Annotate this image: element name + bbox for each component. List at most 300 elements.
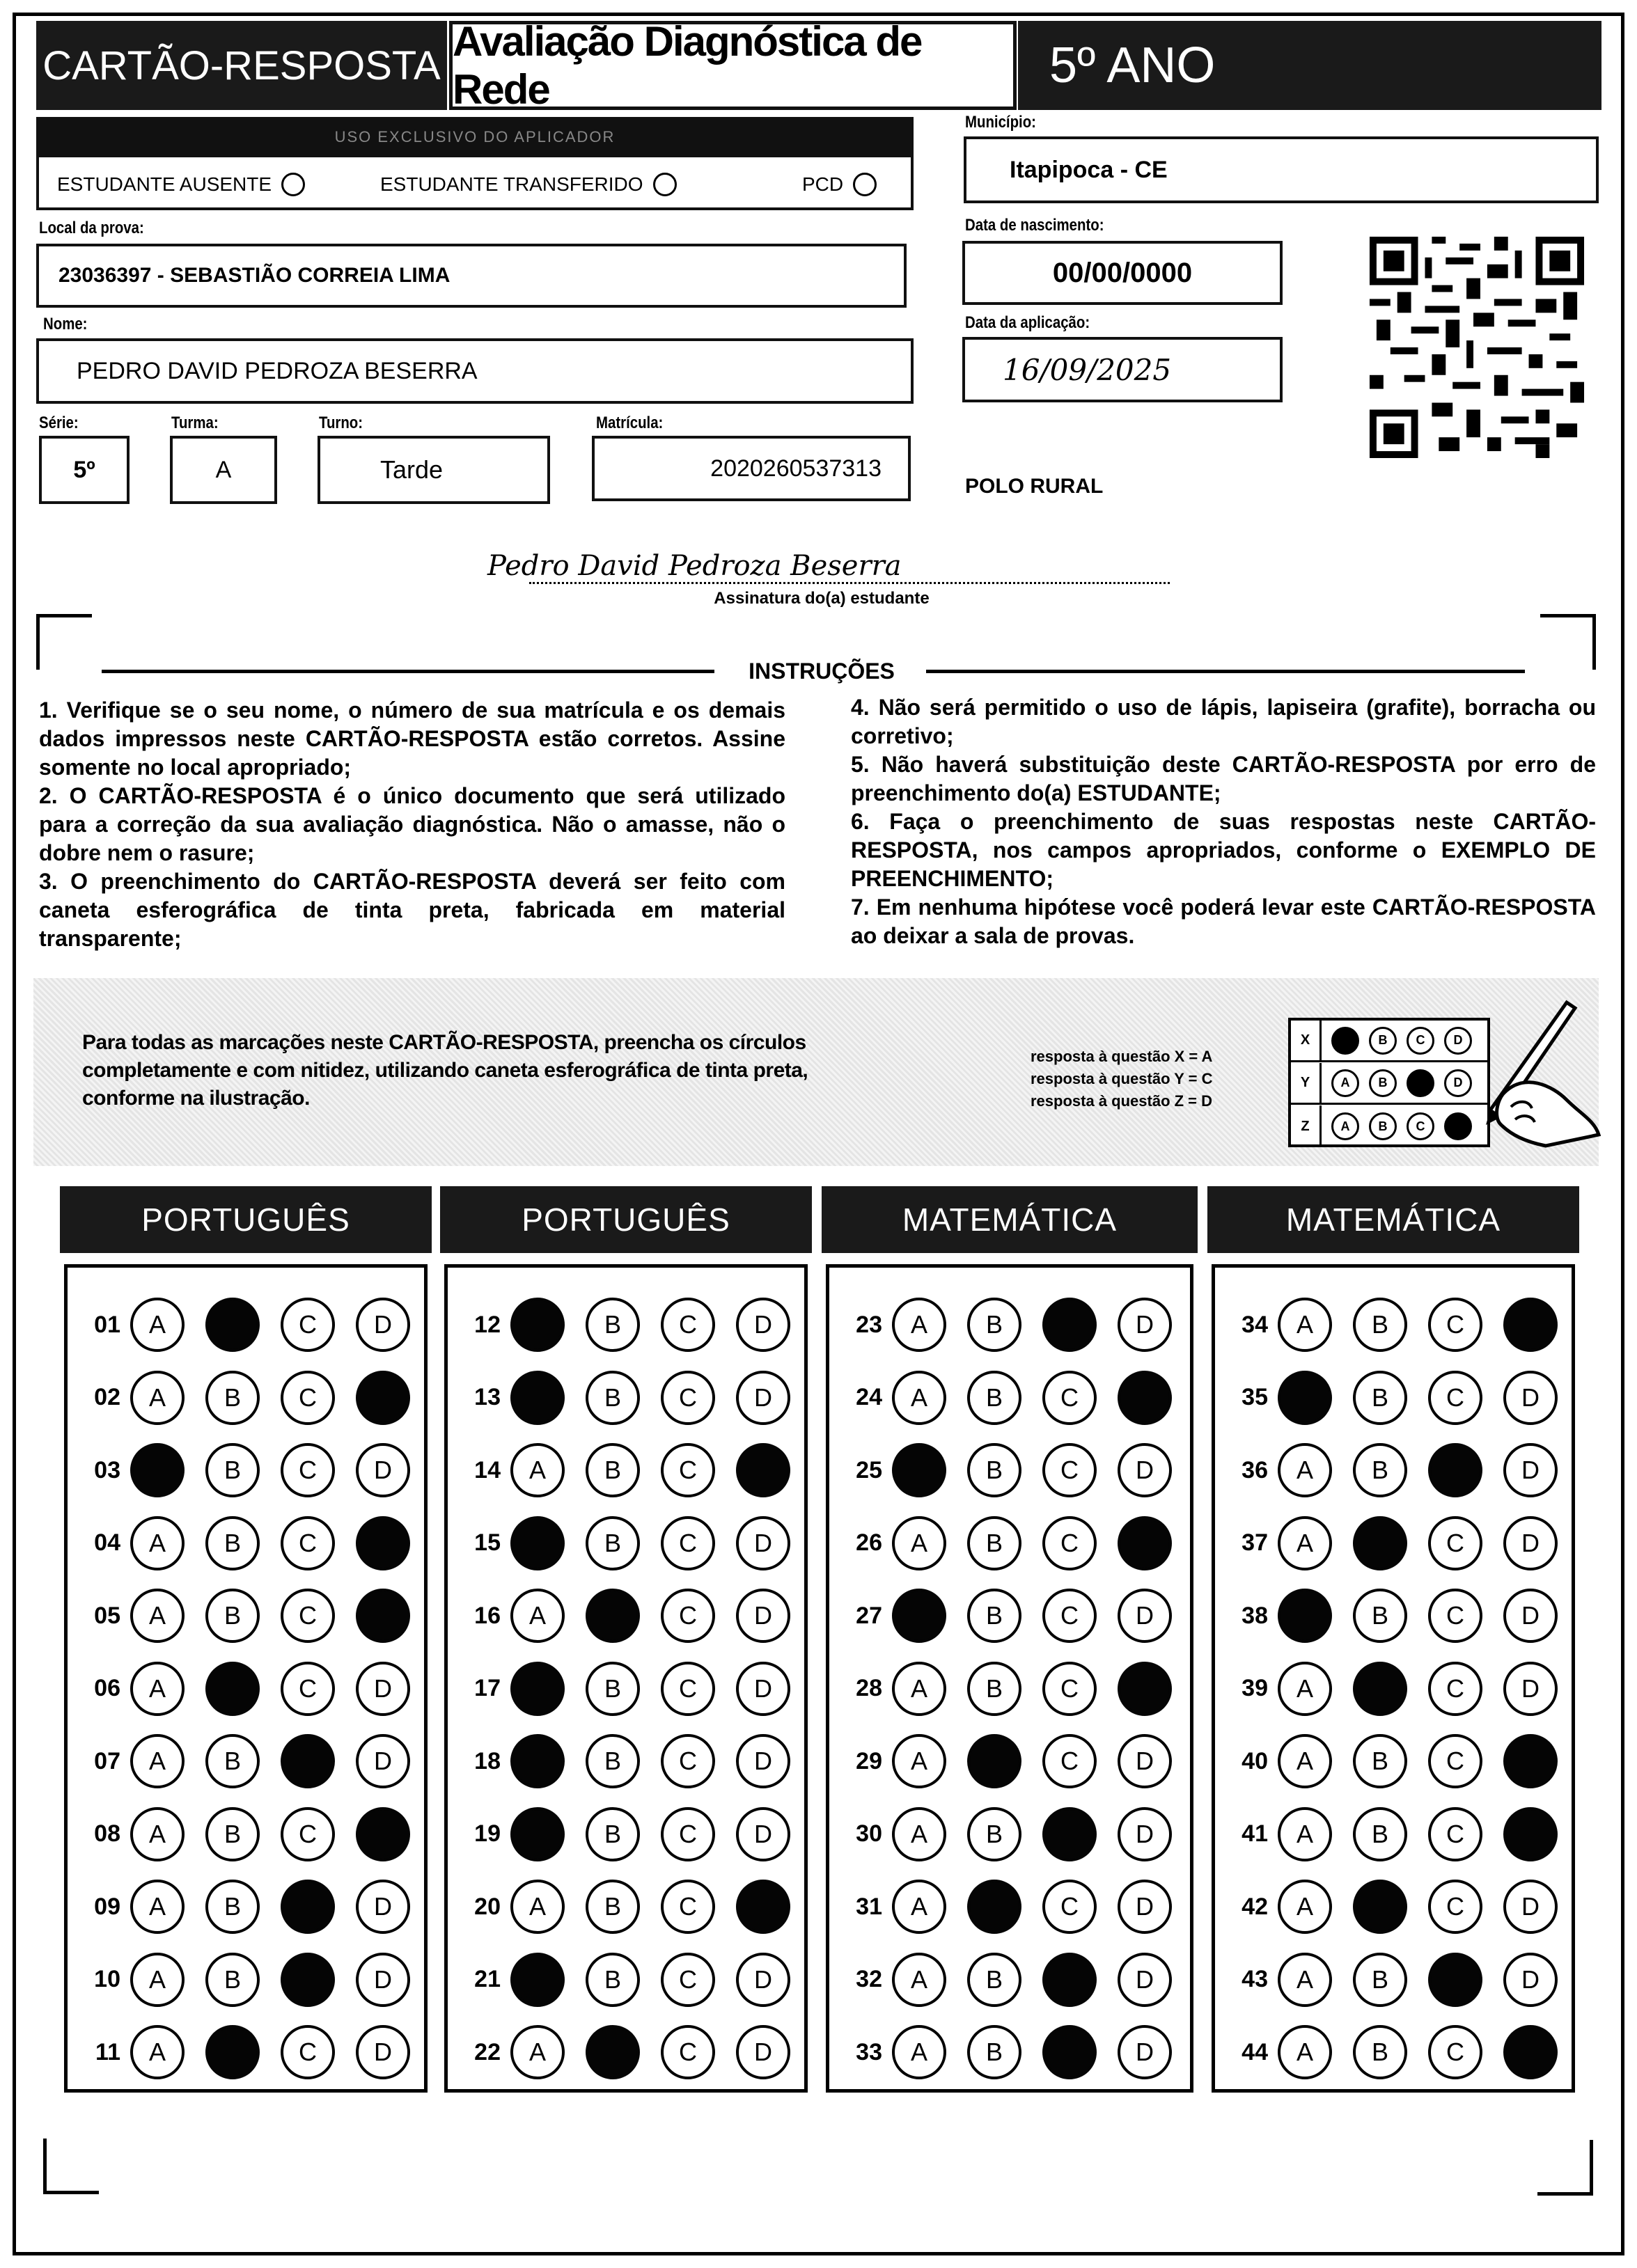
answer-bubble-filled[interactable] bbox=[1278, 1589, 1332, 1643]
fill-example-answers bbox=[1031, 1046, 1212, 1112]
section-header: PORTUGUÊS bbox=[60, 1186, 432, 1253]
answer-bubble[interactable]: A bbox=[130, 1516, 185, 1570]
answer-bubble[interactable]: B bbox=[967, 1516, 1021, 1570]
answer-bubble[interactable]: C bbox=[281, 1516, 335, 1570]
answer-bubble[interactable]: C bbox=[1042, 1443, 1097, 1497]
question-number: 09 bbox=[94, 1893, 120, 1920]
question-row bbox=[836, 1362, 1172, 1434]
answer-bubble[interactable]: D bbox=[1503, 1371, 1558, 1425]
matricula-label: Matrícula: bbox=[596, 414, 664, 432]
question-number: 38 bbox=[1242, 1602, 1268, 1629]
answer-bubble[interactable]: D bbox=[736, 1807, 790, 1861]
instruction-5: 5. Não haverá substituição deste CARTÃO-RESPOSTA por erro de preenchimento do(a) ESTUDANTE; bbox=[851, 752, 1596, 805]
answer-bubble-filled[interactable] bbox=[510, 1953, 565, 2007]
answer-bubble[interactable]: B bbox=[586, 1662, 640, 1716]
answer-bubble[interactable]: C bbox=[661, 1880, 715, 1934]
answer-bubble[interactable]: C bbox=[661, 1734, 715, 1788]
example-bubble: A bbox=[1331, 1112, 1359, 1140]
answer-bubble[interactable]: B bbox=[586, 1443, 640, 1497]
absent-label: ESTUDANTE AUSENTE bbox=[57, 173, 272, 195]
example-bubble: C bbox=[1407, 1112, 1434, 1140]
answer-bubble-filled[interactable] bbox=[1118, 1516, 1172, 1570]
answer-bubble-filled[interactable] bbox=[1118, 1371, 1172, 1425]
pcd-label: PCD bbox=[802, 173, 844, 195]
answer-bubble[interactable]: D bbox=[356, 1662, 410, 1716]
answer-bubble[interactable]: D bbox=[1503, 1953, 1558, 2007]
answer-bubble[interactable]: B bbox=[967, 1662, 1021, 1716]
question-number: 44 bbox=[1242, 2038, 1268, 2065]
answer-bubble[interactable]: D bbox=[1118, 1734, 1172, 1788]
question-row bbox=[1222, 1507, 1558, 1580]
answer-bubble[interactable]: B bbox=[967, 1298, 1021, 1352]
turno-label: Turno: bbox=[319, 414, 363, 432]
answer-bubble[interactable]: D bbox=[356, 1443, 410, 1497]
answer-bubble[interactable]: D bbox=[736, 1516, 790, 1570]
answer-bubble-filled[interactable] bbox=[281, 1880, 335, 1934]
answer-bubble[interactable]: C bbox=[661, 1662, 715, 1716]
answer-bubble[interactable]: A bbox=[130, 1662, 185, 1716]
question-row bbox=[836, 1434, 1172, 1506]
answer-bubble-filled[interactable] bbox=[1042, 1807, 1097, 1861]
answer-bubble-filled[interactable] bbox=[205, 1298, 260, 1352]
question-row bbox=[836, 1798, 1172, 1871]
answer-bubble[interactable]: C bbox=[281, 1443, 335, 1497]
answer-bubble[interactable]: A bbox=[510, 1880, 565, 1934]
question-number: 31 bbox=[856, 1893, 882, 1920]
nome-field: PEDRO DAVID PEDROZA BESERRA bbox=[36, 338, 914, 404]
question-number: 13 bbox=[474, 1384, 501, 1410]
answer-bubble-filled[interactable] bbox=[281, 1734, 335, 1788]
answer-bubble-filled[interactable] bbox=[967, 1880, 1021, 1934]
answer-bubble[interactable]: A bbox=[892, 1371, 946, 1425]
question-row bbox=[1222, 1580, 1558, 1652]
card-title: CARTÃO-RESPOSTA bbox=[36, 21, 447, 110]
question-number: 34 bbox=[1242, 1311, 1268, 1338]
question-number: 02 bbox=[94, 1384, 120, 1410]
answer-bubble-filled[interactable] bbox=[1503, 1734, 1558, 1788]
question-row bbox=[1222, 1362, 1558, 1434]
question-row bbox=[455, 1580, 790, 1652]
example-row-label: Y bbox=[1291, 1063, 1322, 1103]
answer-bubble[interactable]: C bbox=[661, 1371, 715, 1425]
question-number: 27 bbox=[856, 1602, 882, 1629]
question-row bbox=[836, 2016, 1172, 2088]
question-number: 12 bbox=[474, 1311, 501, 1338]
answer-bubble[interactable]: D bbox=[1118, 2025, 1172, 2079]
question-row bbox=[1222, 1289, 1558, 1361]
question-row bbox=[455, 1871, 790, 1943]
question-number: 30 bbox=[856, 1820, 882, 1847]
aplicacao-field: 16/09/2025 bbox=[962, 337, 1283, 402]
answer-bubble-filled[interactable] bbox=[736, 1880, 790, 1934]
answer-bubble-filled[interactable] bbox=[130, 1443, 185, 1497]
answer-bubble[interactable]: D bbox=[1503, 1516, 1558, 1570]
answer-bubble[interactable]: A bbox=[892, 1516, 946, 1570]
answer-bubble[interactable]: B bbox=[586, 1880, 640, 1934]
answer-bubble[interactable]: A bbox=[892, 1880, 946, 1934]
answer-bubble[interactable]: B bbox=[967, 1807, 1021, 1861]
example-bubble bbox=[1407, 1069, 1434, 1097]
answer-bubble[interactable]: B bbox=[205, 1589, 260, 1643]
instruction-2: 2. O CARTÃO-RESPOSTA é o único documento que será utilizado para a correção da sua avaliação diagnóstica. Não o amasse, não o dobre nem o rasure; bbox=[39, 783, 785, 865]
absent-circle[interactable] bbox=[281, 173, 305, 196]
answer-bubble[interactable]: B bbox=[205, 1516, 260, 1570]
question-row bbox=[836, 1289, 1172, 1361]
answer-bubble[interactable]: B bbox=[1353, 1953, 1407, 2007]
question-row bbox=[75, 1725, 410, 1797]
corner-bottom-left bbox=[43, 2139, 99, 2194]
answer-bubble-filled[interactable] bbox=[1278, 1371, 1332, 1425]
question-number: 19 bbox=[474, 1820, 501, 1847]
answer-bubble[interactable]: C bbox=[661, 1589, 715, 1643]
question-row bbox=[75, 1798, 410, 1871]
turma-field: A bbox=[170, 436, 277, 504]
question-row bbox=[75, 1362, 410, 1434]
answer-bubble[interactable]: D bbox=[1118, 1880, 1172, 1934]
pcd-circle[interactable] bbox=[853, 173, 877, 196]
example-row bbox=[1291, 1021, 1487, 1062]
question-row bbox=[455, 1434, 790, 1506]
answer-bubble-filled[interactable] bbox=[510, 1662, 565, 1716]
answer-bubble[interactable]: D bbox=[1503, 1443, 1558, 1497]
answer-bubble-filled[interactable] bbox=[1042, 1953, 1097, 2007]
instructions-left bbox=[39, 696, 785, 953]
answer-bubble[interactable]: C bbox=[1428, 2025, 1482, 2079]
answer-bubble[interactable]: C bbox=[1428, 1516, 1482, 1570]
answer-bubble[interactable]: A bbox=[892, 1662, 946, 1716]
transferred-circle[interactable] bbox=[653, 173, 677, 196]
answer-bubble[interactable]: A bbox=[1278, 1807, 1332, 1861]
answer-bubble[interactable]: A bbox=[130, 1953, 185, 2007]
answer-bubble[interactable]: B bbox=[205, 1734, 260, 1788]
question-row bbox=[455, 1944, 790, 2016]
answer-bubble-filled[interactable] bbox=[356, 1516, 410, 1570]
answer-bubble[interactable]: A bbox=[892, 1734, 946, 1788]
transferred-option[interactable] bbox=[380, 173, 677, 196]
answer-bubble-filled[interactable] bbox=[356, 1371, 410, 1425]
answer-bubble[interactable]: A bbox=[510, 1589, 565, 1643]
answer-bubble[interactable]: D bbox=[1503, 1589, 1558, 1643]
answer-section bbox=[826, 1264, 1193, 2093]
answer-bubble[interactable]: B bbox=[586, 1298, 640, 1352]
answer-bubble-filled[interactable] bbox=[1353, 1662, 1407, 1716]
question-number: 21 bbox=[474, 1966, 501, 1992]
question-number: 06 bbox=[94, 1675, 120, 1701]
answer-bubble[interactable]: A bbox=[892, 1298, 946, 1352]
answer-bubble-filled[interactable] bbox=[510, 1516, 565, 1570]
question-row bbox=[1222, 1653, 1558, 1725]
section-header: PORTUGUÊS bbox=[440, 1186, 812, 1253]
answer-bubble[interactable]: D bbox=[356, 1880, 410, 1934]
question-number: 18 bbox=[474, 1747, 501, 1774]
example-bubble: D bbox=[1444, 1069, 1472, 1097]
instruction-7: 7. Em nenhuma hipótese você poderá levar este CARTÃO-RESPOSTA ao deixar a sala de provas. bbox=[851, 895, 1596, 948]
answer-bubble[interactable]: D bbox=[736, 2025, 790, 2079]
answer-bubble-filled[interactable] bbox=[356, 1807, 410, 1861]
answer-bubble[interactable]: C bbox=[661, 1443, 715, 1497]
question-row bbox=[455, 2016, 790, 2088]
answer-bubble[interactable]: C bbox=[281, 1807, 335, 1861]
answer-bubble[interactable]: C bbox=[1042, 1662, 1097, 1716]
answer-bubble-filled[interactable] bbox=[1503, 1298, 1558, 1352]
instruction-3: 3. O preenchimento do CARTÃO-RESPOSTA deverá ser feito com caneta esferográfica de tinta preta, fabricada em material transparente; bbox=[39, 869, 785, 951]
answer-bubble[interactable]: C bbox=[281, 1371, 335, 1425]
answer-bubble[interactable]: D bbox=[1118, 1589, 1172, 1643]
answer-bubble-filled[interactable] bbox=[205, 2025, 260, 2079]
corner-top-left bbox=[36, 614, 92, 670]
student-signature: Pedro David Pedroza Beserra bbox=[487, 550, 902, 582]
answer-bubble[interactable]: C bbox=[1428, 1807, 1482, 1861]
fill-example-text: Para todas as marcações neste CARTÃO-RESPOSTA, preencha os círculos completamente e com nitidez, utilizando caneta esferográfica de tinta preta, conforme na ilustração. bbox=[82, 1031, 808, 1110]
answer-bubble-filled[interactable] bbox=[205, 1662, 260, 1716]
answer-bubble-filled[interactable] bbox=[736, 1443, 790, 1497]
qr-code bbox=[1369, 237, 1585, 458]
answer-bubble[interactable]: C bbox=[281, 1662, 335, 1716]
answer-bubble-filled[interactable] bbox=[1428, 1443, 1482, 1497]
question-row bbox=[836, 1507, 1172, 1580]
answer-bubble-filled[interactable] bbox=[586, 2025, 640, 2079]
grade-label: 5º ANO bbox=[1049, 38, 1216, 93]
question-row bbox=[455, 1725, 790, 1797]
answer-bubble[interactable]: C bbox=[1042, 1880, 1097, 1934]
answer-bubble[interactable]: D bbox=[736, 1734, 790, 1788]
pen-hand-icon bbox=[1462, 989, 1601, 1149]
answer-bubble[interactable]: A bbox=[1278, 2025, 1332, 2079]
instructions-rule-right bbox=[926, 670, 1525, 673]
answer-bubble[interactable]: B bbox=[1353, 1589, 1407, 1643]
answer-bubble-filled[interactable] bbox=[510, 1807, 565, 1861]
answer-bubble[interactable]: B bbox=[586, 1371, 640, 1425]
answer-bubble[interactable]: B bbox=[967, 1589, 1021, 1643]
answer-bubble[interactable]: B bbox=[586, 1807, 640, 1861]
question-number: 23 bbox=[856, 1311, 882, 1338]
nascimento-field: 00/00/0000 bbox=[962, 241, 1283, 305]
answer-bubble-filled[interactable] bbox=[1118, 1662, 1172, 1716]
answer-bubble[interactable]: D bbox=[736, 1953, 790, 2007]
answer-bubble[interactable]: C bbox=[1428, 1371, 1482, 1425]
answer-bubble[interactable]: A bbox=[130, 2025, 185, 2079]
question-number: 32 bbox=[856, 1966, 882, 1992]
answer-bubble[interactable]: A bbox=[1278, 1516, 1332, 1570]
answer-bubble[interactable]: C bbox=[1042, 1371, 1097, 1425]
answer-bubble[interactable]: C bbox=[661, 1298, 715, 1352]
corner-bottom-right bbox=[1537, 2140, 1593, 2196]
answer-bubble[interactable]: A bbox=[510, 2025, 565, 2079]
answer-bubble-filled[interactable] bbox=[1503, 1807, 1558, 1861]
answer-bubble[interactable]: C bbox=[1428, 1734, 1482, 1788]
answer-bubble[interactable]: C bbox=[1428, 1589, 1482, 1643]
answer-bubble[interactable]: D bbox=[356, 1734, 410, 1788]
answer-bubble[interactable]: B bbox=[205, 1880, 260, 1934]
question-row bbox=[836, 1653, 1172, 1725]
answer-bubble[interactable]: B bbox=[586, 1734, 640, 1788]
answer-bubble[interactable]: D bbox=[1118, 1807, 1172, 1861]
local-label: Local da prova: bbox=[39, 219, 144, 237]
question-number: 22 bbox=[474, 2038, 501, 2065]
answer-bubble-filled[interactable] bbox=[1042, 1298, 1097, 1352]
question-row bbox=[1222, 1871, 1558, 1943]
answer-bubble[interactable]: D bbox=[736, 1662, 790, 1716]
answer-bubble[interactable]: C bbox=[1042, 1589, 1097, 1643]
corner-top-right bbox=[1540, 614, 1596, 670]
answer-bubble[interactable]: A bbox=[130, 1371, 185, 1425]
answer-bubble[interactable]: B bbox=[205, 1443, 260, 1497]
answer-bubble[interactable]: D bbox=[1118, 1298, 1172, 1352]
question-number: 28 bbox=[856, 1675, 882, 1701]
polo-label: POLO RURAL bbox=[965, 475, 1104, 498]
answer-bubble[interactable]: C bbox=[1428, 1298, 1482, 1352]
answer-bubble-filled[interactable] bbox=[967, 1734, 1021, 1788]
answer-bubble[interactable]: C bbox=[281, 1298, 335, 1352]
question-number: 42 bbox=[1242, 1893, 1268, 1920]
answer-bubble[interactable]: B bbox=[967, 1371, 1021, 1425]
question-number: 24 bbox=[856, 1384, 882, 1410]
example-row-label: X bbox=[1291, 1021, 1322, 1060]
example-bubble: D bbox=[1444, 1027, 1472, 1055]
municipio-label: Município: bbox=[965, 113, 1036, 132]
answer-bubble[interactable]: B bbox=[586, 1516, 640, 1570]
question-number: 40 bbox=[1242, 1747, 1268, 1774]
answer-bubble[interactable]: B bbox=[967, 1953, 1021, 2007]
question-number: 41 bbox=[1242, 1820, 1268, 1847]
answer-bubble[interactable]: D bbox=[356, 2025, 410, 2079]
answer-bubble[interactable]: A bbox=[1278, 1298, 1332, 1352]
answer-bubble[interactable]: D bbox=[736, 1589, 790, 1643]
answer-bubble[interactable]: C bbox=[281, 2025, 335, 2079]
answer-bubble[interactable]: C bbox=[1042, 1734, 1097, 1788]
pcd-option[interactable] bbox=[802, 173, 877, 196]
question-row bbox=[75, 1507, 410, 1580]
answer-bubble[interactable]: D bbox=[356, 1298, 410, 1352]
answer-bubble[interactable]: D bbox=[736, 1371, 790, 1425]
answer-bubble-filled[interactable] bbox=[1042, 2025, 1097, 2079]
answer-bubble[interactable]: B bbox=[205, 1371, 260, 1425]
evaluation-title: Avaliação Diagnóstica de Rede bbox=[449, 21, 1017, 110]
answer-bubble-filled[interactable] bbox=[510, 1298, 565, 1352]
answer-bubble-filled[interactable] bbox=[281, 1953, 335, 2007]
answer-bubble[interactable]: D bbox=[1503, 1880, 1558, 1934]
answer-bubble[interactable]: B bbox=[205, 1807, 260, 1861]
turno-field: Tarde bbox=[318, 436, 550, 504]
answer-bubble-filled[interactable] bbox=[1353, 1880, 1407, 1934]
example-bubble: C bbox=[1407, 1027, 1434, 1055]
answer-bubble-filled[interactable] bbox=[510, 1734, 565, 1788]
answer-bubble[interactable]: A bbox=[1278, 1734, 1332, 1788]
answer-bubble-filled[interactable] bbox=[892, 1589, 946, 1643]
question-row bbox=[455, 1289, 790, 1361]
answer-bubble[interactable]: A bbox=[130, 1734, 185, 1788]
question-number: 10 bbox=[94, 1966, 120, 1992]
answer-bubble[interactable]: A bbox=[1278, 1443, 1332, 1497]
answer-bubble[interactable]: C bbox=[661, 1807, 715, 1861]
answer-bubble[interactable]: D bbox=[1118, 1443, 1172, 1497]
fill-example-grid bbox=[1288, 1018, 1490, 1147]
answer-bubble[interactable]: B bbox=[1353, 1298, 1407, 1352]
instructions-rule-left bbox=[102, 670, 714, 673]
answer-bubble[interactable]: A bbox=[1278, 1880, 1332, 1934]
answer-bubble[interactable]: A bbox=[892, 1807, 946, 1861]
answer-bubble-filled[interactable] bbox=[510, 1371, 565, 1425]
serie-field: 5º bbox=[39, 436, 130, 504]
question-number: 25 bbox=[856, 1456, 882, 1483]
answer-bubble[interactable]: C bbox=[661, 2025, 715, 2079]
answer-bubble[interactable]: A bbox=[892, 2025, 946, 2079]
example-bubble bbox=[1331, 1027, 1359, 1055]
answer-bubble-filled[interactable] bbox=[892, 1443, 946, 1497]
question-number: 15 bbox=[474, 1529, 501, 1556]
question-row bbox=[1222, 2016, 1558, 2088]
answer-bubble[interactable]: B bbox=[586, 1953, 640, 2007]
answer-bubble[interactable]: B bbox=[1353, 2025, 1407, 2079]
question-number: 20 bbox=[474, 1893, 501, 1920]
example-answer-y: resposta à questão Y = C bbox=[1031, 1070, 1213, 1087]
example-row-label: Z bbox=[1291, 1105, 1322, 1147]
answer-bubble[interactable]: A bbox=[130, 1807, 185, 1861]
answer-bubble[interactable]: A bbox=[1278, 1953, 1332, 2007]
answer-bubble[interactable]: B bbox=[1353, 1443, 1407, 1497]
answer-bubble[interactable]: D bbox=[1118, 1953, 1172, 2007]
example-row bbox=[1291, 1105, 1487, 1147]
grade-title bbox=[1018, 21, 1601, 110]
absent-option[interactable] bbox=[57, 173, 305, 196]
answer-bubble[interactable]: C bbox=[1428, 1880, 1482, 1934]
signature-label: Assinatura do(a) estudante bbox=[714, 589, 930, 608]
instructions-title: INSTRUÇÕES bbox=[731, 659, 912, 684]
question-number: 08 bbox=[94, 1820, 120, 1847]
question-row bbox=[455, 1653, 790, 1725]
answer-bubble[interactable]: C bbox=[281, 1589, 335, 1643]
answer-bubble[interactable]: C bbox=[661, 1516, 715, 1570]
answer-bubble[interactable]: A bbox=[130, 1589, 185, 1643]
answer-bubble[interactable]: D bbox=[356, 1953, 410, 2007]
matricula-field: 2020260537313 bbox=[592, 436, 911, 501]
answer-bubble[interactable]: D bbox=[736, 1298, 790, 1352]
turma-label: Turma: bbox=[171, 414, 219, 432]
answer-bubble-filled[interactable] bbox=[1353, 1516, 1407, 1570]
answer-bubble[interactable]: A bbox=[892, 1953, 946, 2007]
answer-bubble[interactable]: B bbox=[1353, 1371, 1407, 1425]
question-number: 37 bbox=[1242, 1529, 1268, 1556]
answer-bubble[interactable]: B bbox=[1353, 1734, 1407, 1788]
answer-bubble[interactable]: B bbox=[967, 2025, 1021, 2079]
question-number: 17 bbox=[474, 1675, 501, 1701]
answer-bubble[interactable]: C bbox=[1042, 1516, 1097, 1570]
answer-section bbox=[444, 1264, 808, 2093]
answer-bubble[interactable]: A bbox=[1278, 1662, 1332, 1716]
answer-bubble-filled[interactable] bbox=[586, 1589, 640, 1643]
answer-bubble[interactable]: A bbox=[130, 1298, 185, 1352]
question-row bbox=[75, 1871, 410, 1943]
answer-bubble[interactable]: B bbox=[205, 1953, 260, 2007]
question-number: 43 bbox=[1242, 1966, 1268, 1992]
answer-bubble[interactable]: C bbox=[661, 1953, 715, 2007]
question-row bbox=[75, 1944, 410, 2016]
answer-bubble[interactable]: D bbox=[1503, 1662, 1558, 1716]
answer-bubble-filled[interactable] bbox=[356, 1589, 410, 1643]
answer-bubble[interactable]: C bbox=[1428, 1662, 1482, 1716]
answer-bubble[interactable]: A bbox=[510, 1443, 565, 1497]
instructions-right bbox=[851, 693, 1596, 950]
answer-bubble-filled[interactable] bbox=[1503, 2025, 1558, 2079]
answer-section bbox=[1212, 1264, 1575, 2093]
answer-bubble[interactable]: A bbox=[130, 1880, 185, 1934]
answer-bubble[interactable]: B bbox=[1353, 1807, 1407, 1861]
example-answer-x: resposta à questão X = A bbox=[1031, 1048, 1213, 1065]
answer-bubble-filled[interactable] bbox=[1428, 1953, 1482, 2007]
answer-bubble[interactable]: B bbox=[967, 1443, 1021, 1497]
example-bubble: B bbox=[1369, 1027, 1397, 1055]
question-number: 07 bbox=[94, 1747, 120, 1774]
